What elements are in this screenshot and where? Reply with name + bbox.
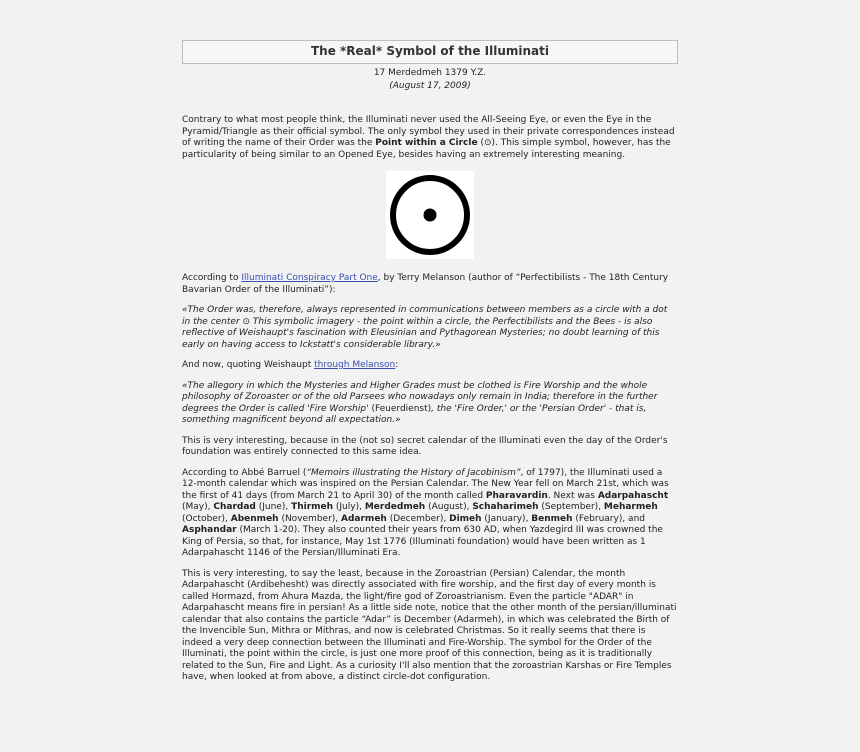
- point-within-circle-term: Point within a Circle: [375, 138, 478, 148]
- date-block: [182, 67, 678, 93]
- through-melanson-link[interactable]: through Melanson: [314, 360, 396, 370]
- illuminati-conspiracy-link[interactable]: Illuminati Conspiracy Part One: [241, 273, 378, 283]
- title-box: [182, 40, 678, 64]
- intro-paragraph: Contrary to what most people think, the Illuminati never used the All-Seeing Eye, or even the Eye in the Pyramid/Triangle as their official symbol. The only symbol they used in their private correspondences instead of writing the name of their Order was the Point within a Circle (⊙). This simple symbol, however, has the particularity of being similar to an Opened Eye, besides having an extremely interesting meaning.: [182, 115, 675, 160]
- melanson-intro-paragraph: According to Illuminati Conspiracy Part One, by Terry Melanson (author of “Perfectibilists - The 18th Century Bavarian Order of the Illuminati”):: [182, 273, 669, 295]
- weishaupt-quote: «The allegory in which the Mysteries and Higher Grades must be clothed is Fire Worship and the whole philosophy of Zoroaster or of the old Parsees who nowadays only remain in India; therefore in the further degrees the Order is called 'Fire Worship' (Feuerdienst), the 'Fire Order,' or the 'Persian Order' - that is, something magnificent beyond all expectation.»: [182, 380, 658, 425]
- zoroastrian-paragraph: This is very interesting, to say the least, because in the Zoroastrian (Persian) Calendar, the month Adarpahascht (Ardibehesht) was directly associated with fire worship, and the first day of every month is called Hormazd, from Ahura Mazda, the light/fire god of Zoroastrianism. Even the particle "ADAR" in Adarpahascht means fire in persian! As a little side note, notice that the other month of the persian/illuminati calendar that also contains the particle “Adar” is December (Adarmeh), in which was celebrated the Birth of the Invencible Sun, Mithra or Mithras, and now is celebrated Christmas. So it really seems that there is indeed a very deep connection between the Illuminati and Fire-Worship. The symbol for the Order of the Illuminati, the point within the circle, is just one more proof of this connection, being as it is traditionally related to the Sun, Fire and Light. As a curiosity I'll also mention that the zoroastrian Karshas or Fire Temples have, when looked at from above, a distinct circle-dot configuration.: [182, 568, 677, 682]
- circumpunct-icon: [386, 171, 474, 259]
- weishaupt-intro-paragraph: And now, quoting Weishaupt through Melanson:: [182, 360, 399, 370]
- gregorian-date: (August 17, 2009): [389, 81, 471, 91]
- barruel-paragraph: According to Abbé Barruel (“Memoirs illustrating the History of Jacobinism”, of 1797), the Illuminati used a 12-month calendar which was inspired on the Persian Calendar. The New Year fell on March 21st, which was the first of 41 days (from March 21 to April 30) of the month called Pharavardin. Next was Adarpahascht (May), Chardad (June), Thirmeh (July), Merdedmeh (August), Schaharimeh (September), Meharmeh (October), Abenmeh (November), Adarmeh (December), Dimeh (January), Benmeh (February), and Asphandar (March 1-20). They also counted their years from 630 AD, when Yazdegird III was crowned the King of Persia, so that, for instance, May 1st 1776 (Illuminati foundation) would have been written as 1 Adarpahascht 1146 of the Persian/Illuminati Era.: [182, 467, 669, 558]
- melanson-quote: «The Order was, therefore, always represented in communications between members as a circle with a dot in the center ⊙ This symbolic imagery - the point within a circle, the Perfectibilists and the Bees - is also reflective of Weishaupt's fascination with Eleusinian and Pythagorean Mysteries; no doubt learning of this early on having access to Ickstatt's considerable library.»: [182, 305, 668, 350]
- page-title: The *Real* Symbol of the Illuminati: [310, 44, 550, 59]
- symbol-figure: [182, 171, 678, 259]
- secret-calendar-paragraph: This is very interesting, because in the (not so) secret calendar of the Illuminati even the day of the Order's foundation was entirely connected to this same idea.: [182, 435, 668, 457]
- persian-date: 17 Merdedmeh 1379 Y.Z.: [373, 68, 487, 78]
- article: [182, 40, 678, 693]
